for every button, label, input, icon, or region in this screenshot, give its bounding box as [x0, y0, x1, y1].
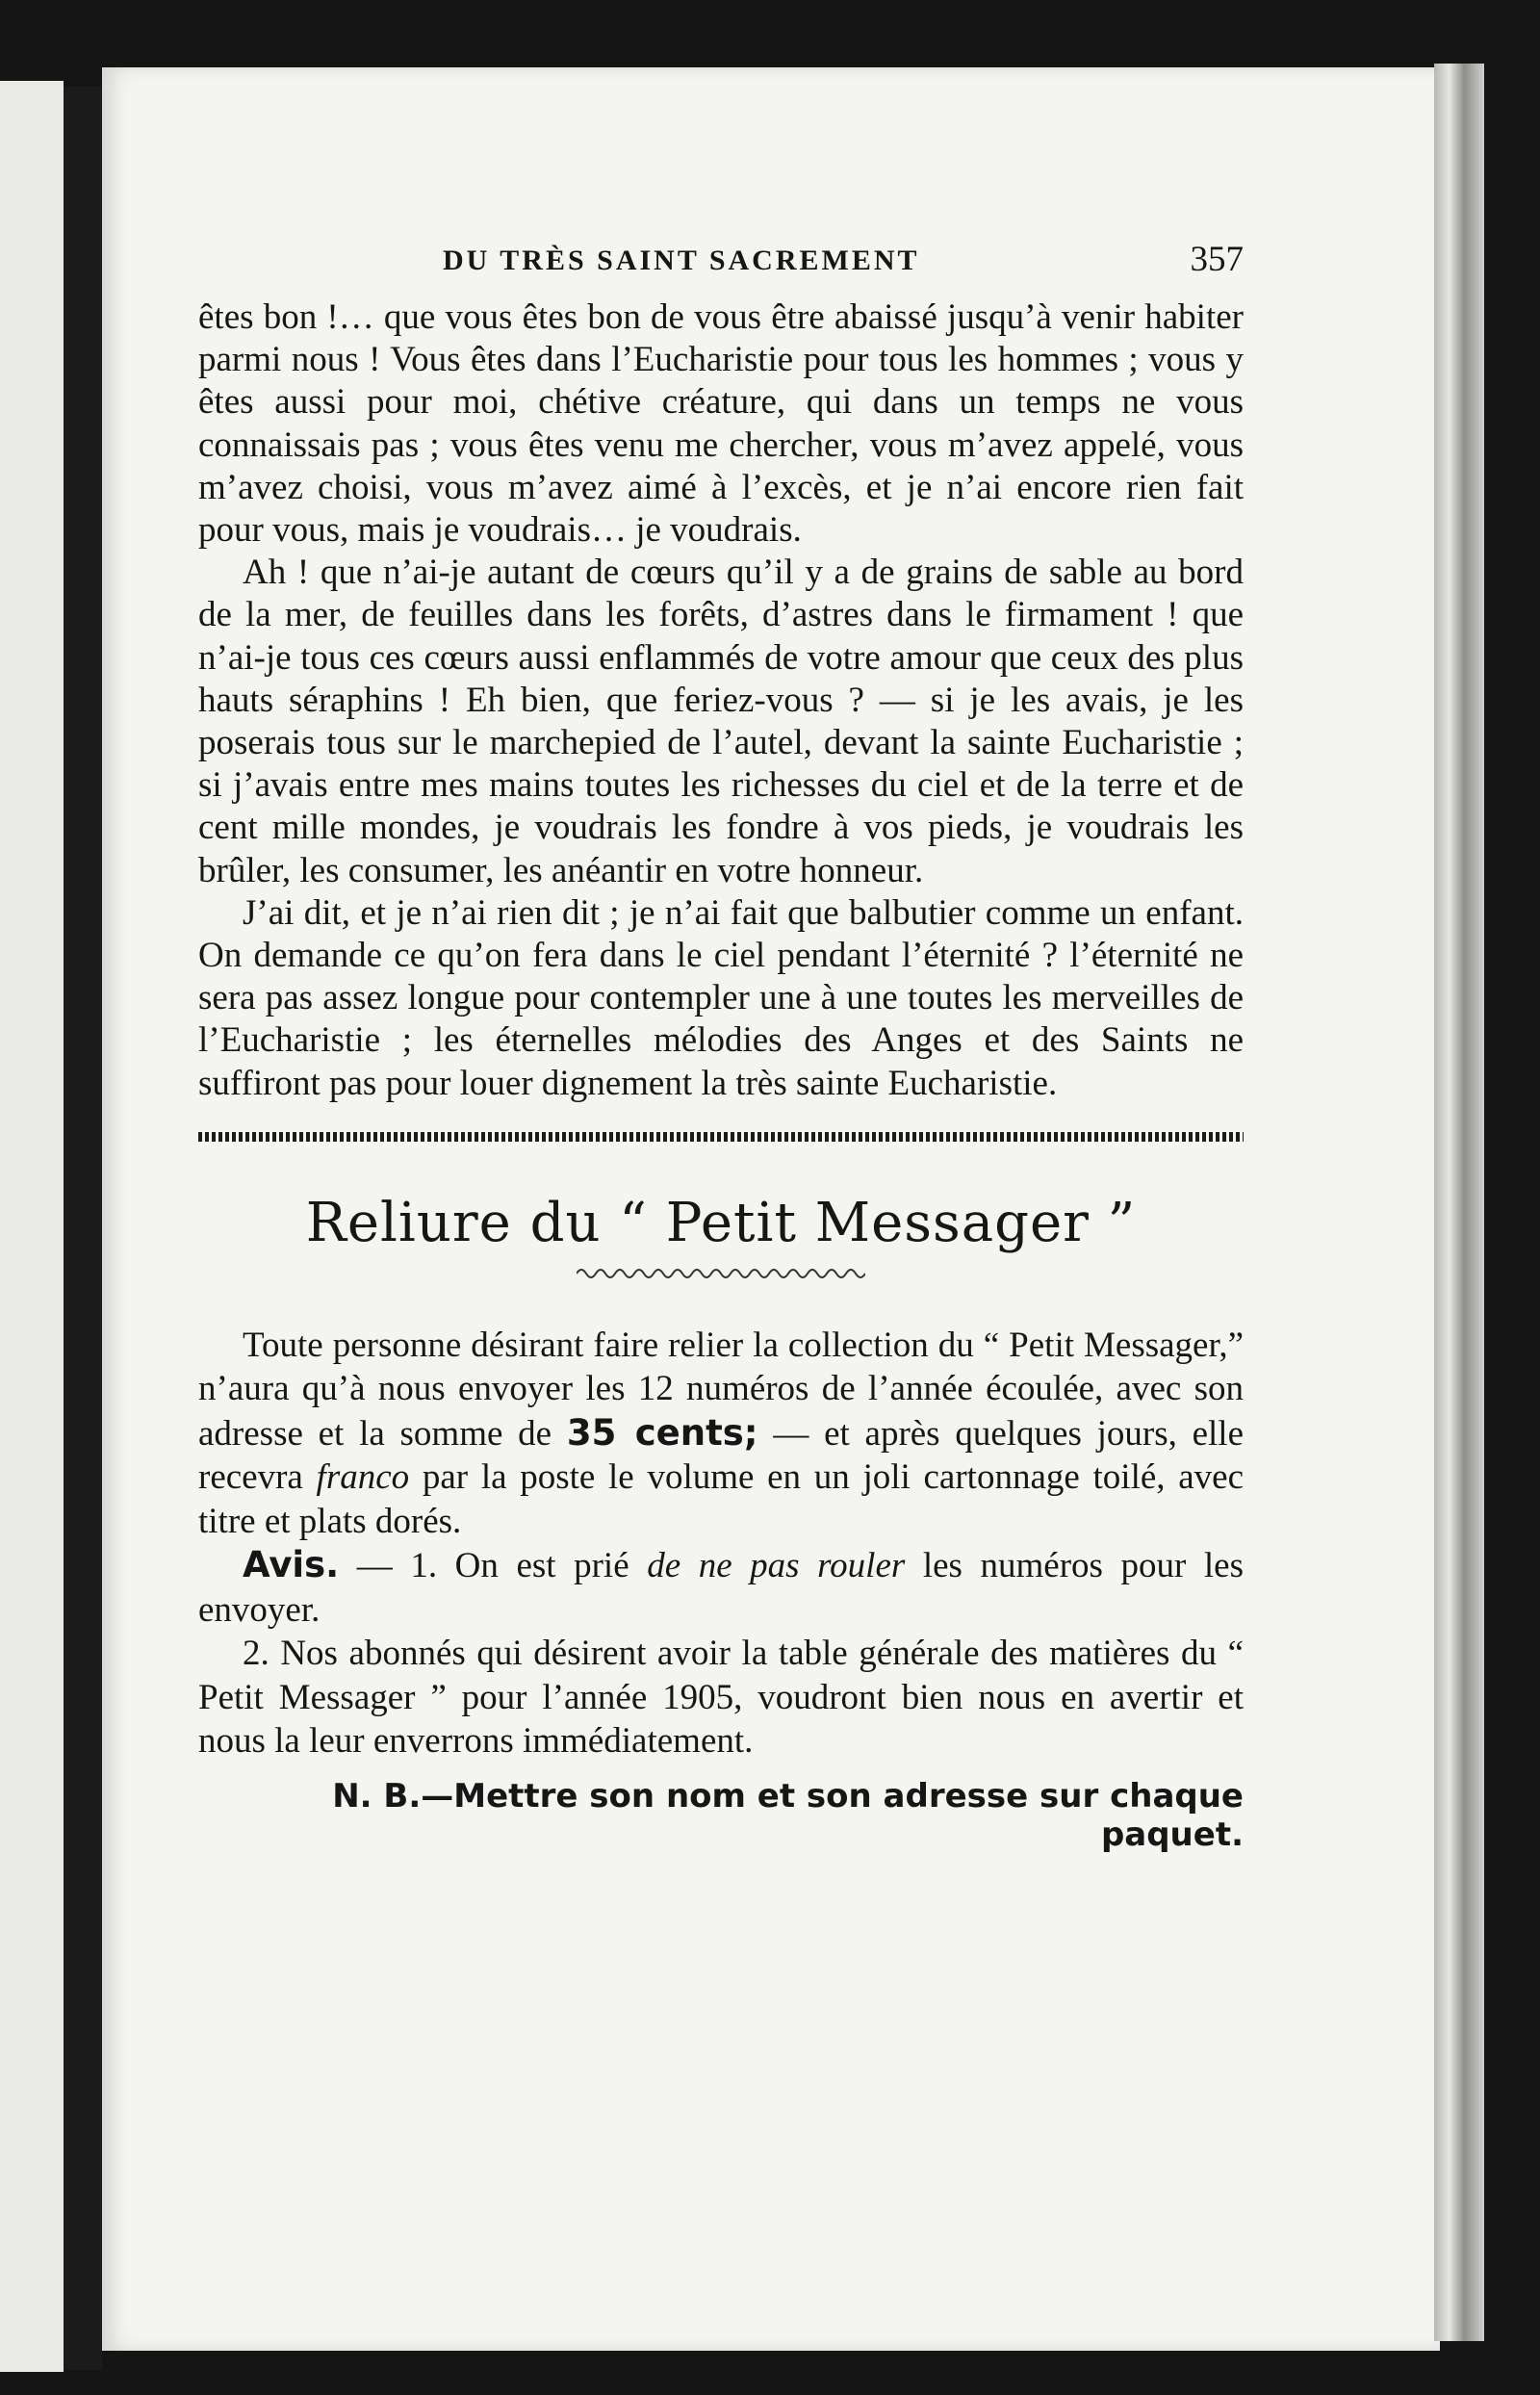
page-content	[198, 239, 1244, 1854]
notice-text	[198, 1324, 1244, 1764]
notice-intro-c: par la poste le volume en un joli cartonnage toilé, avec titre et plats dorés.	[198, 1457, 1244, 1541]
notice-paragraph-avis	[198, 1543, 1244, 1632]
facing-page-edge	[0, 81, 64, 2372]
franco-word: franco	[316, 1457, 410, 1498]
price: 35 cents;	[566, 1411, 758, 1454]
page-stack-edge	[1434, 64, 1484, 2341]
notice-title: Reliure du “ Petit Messager ”	[305, 1191, 1137, 1254]
running-head-title: DU TRÈS SAINT SACREMENT	[443, 245, 920, 276]
paragraph-1: êtes bon !… que vous êtes bon de vous être abaissé jusqu’à venir habiter parmi nous ! Vous êtes dans l’Eucharistie pour tous les hommes ; vous y êtes aussi pour moi, chétive créature, qui dans un temps ne vous connaissais pas ; vous êtes venu me chercher, vous m’avez appelé, vous m’avez choisi, vous m’avez aimé à l’excès, et je n’ai encore rien fait pour vous, mais je voudrais… je voudrais.	[198, 297, 1244, 551]
main-text	[198, 296, 1244, 1105]
squiggle-ornament	[577, 1264, 865, 1283]
notice-paragraph-1	[198, 1324, 1244, 1544]
decorative-dotted-rule	[198, 1132, 1244, 1142]
notice-paragraph-2: 2. Nos abonnés qui désirent avoir la table générale des matières du “ Petit Messager ” pour l’année 1905, voudront bien nous en avertir et nous la leur enverrons immédiatement.	[198, 1634, 1244, 1762]
page-number: 357	[1190, 240, 1244, 279]
avis-italic: de ne pas rouler	[647, 1546, 906, 1586]
paragraph-3: J’ai dit, et je n’ai rien dit ; je n’ai fait que balbutier comme un enfant. On demande ce qu’on fera dans le ciel pendant l’éternité ? l’éternité ne sera pas assez longue pour contempler une à une toutes les merveilles de l’Eucharistie ; les éternelles mélodies des Anges et des Saints ne suffiront pas pour louer dignement la très sainte Eucharistie.	[198, 892, 1244, 1103]
avis-text-b: les numéros pour les envoyer.	[198, 1546, 1244, 1630]
avis-text-a: — 1. On est prié	[339, 1546, 648, 1586]
book-gutter	[64, 87, 102, 2370]
running-head	[198, 239, 1244, 296]
notice-intro-b: — et après quelques jours, elle recevra	[198, 1413, 1244, 1498]
nota-bene: N. B.—Mettre son nom et son adresse sur chaque paquet.	[332, 1776, 1244, 1854]
paragraph-2: Ah ! que n’ai-je autant de cœurs qu’il y a de grains de sable au bord de la mer, de feuilles dans les forêts, d’astres dans le firmament ! que n’ai-je tous ces cœurs aussi enflammés de votre amour que ceux des plus hauts séraphins ! Eh bien, que feriez-vous ? — si je les avais, je les poserais tous sur le marchepied de l’autel, devant la sainte Eucharistie ; si j’avais entre mes mains toutes les richesses du ciel et de la terre et de cent mille mondes, je voudrais les fondre à vos pieds, je voudrais les brûler, les consumer, les anéantir en votre honneur.	[198, 553, 1244, 890]
notice-intro-a: Toute personne désirant faire relier la collection du “ Petit Messager,” n’aura qu’à nous envoyer les 12 numéros de l’année écoulée, avec son adresse et la somme de	[198, 1325, 1244, 1454]
avis-label: Avis.	[243, 1544, 340, 1586]
